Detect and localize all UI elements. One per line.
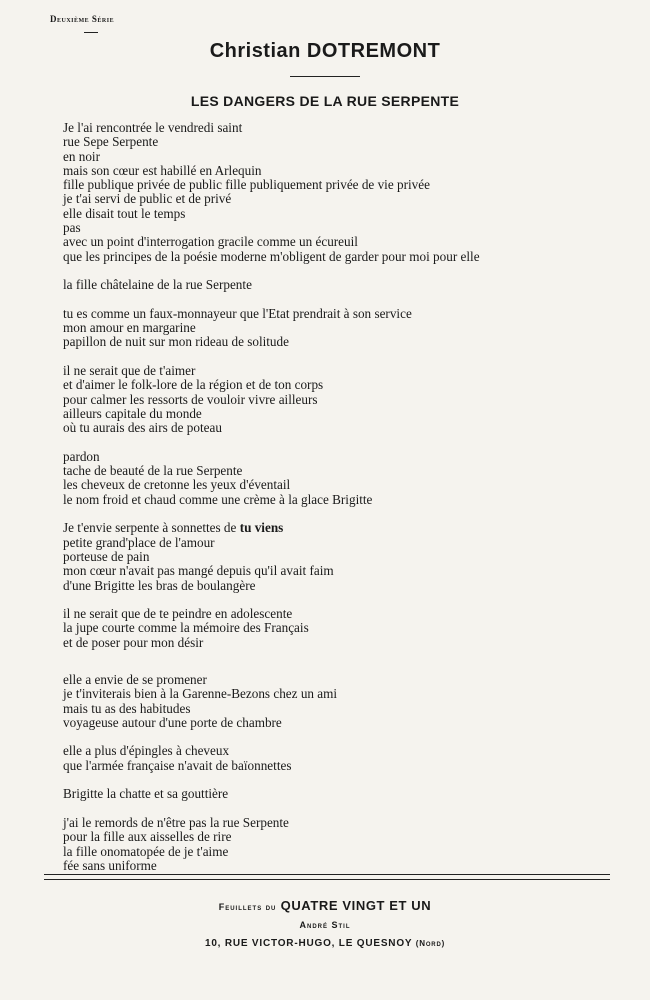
poem-line: il ne serait que de te peindre en adolescente — [63, 606, 293, 622]
author-divider — [290, 76, 360, 77]
poem-body — [63, 121, 623, 887]
poem-line: Je l'ai rencontrée le vendredi saint — [63, 120, 243, 135]
poem-line: porteuse de pain — [63, 548, 150, 564]
poem-line: où tu aurais des airs de poteau — [63, 420, 222, 436]
poem-line: elle disait tout le temps — [63, 205, 186, 221]
poem-line: la jupe courte comme la mémoire des Français — [63, 620, 309, 636]
poem-line: j'ai le remords de n'être pas la rue Serpente — [63, 814, 289, 830]
footer-divider-top — [44, 874, 610, 875]
poem-line: tache de beauté de la rue Serpente — [63, 463, 243, 479]
poem-line: avec un point d'interrogation gracile comme un écureuil — [63, 234, 358, 250]
editor-name: André Stil — [299, 920, 351, 930]
poem-line: voyageuse autour d'une porte de chambre — [63, 714, 282, 730]
poem-line: elle a envie de se promener — [63, 671, 207, 687]
poem-line: il ne serait que de t'aimer — [63, 363, 196, 379]
poem-line: pas — [63, 220, 81, 236]
poem-line: pour la fille aux aisselles de rire — [63, 829, 232, 845]
poem-line: d'une Brigitte les bras de boulangère — [63, 577, 256, 593]
poem-line: pour calmer les ressorts de vouloir vivre ailleurs — [63, 391, 318, 407]
poem-line: tu es comme un faux-monnayeur que l'Etat prendrait à son service — [63, 305, 412, 321]
stanza-11 — [63, 816, 623, 873]
publication-name: QUATRE VINGT ET UN — [280, 898, 432, 913]
poem-line: elle a plus d'épingles à cheveux — [63, 743, 230, 759]
address-region: (Nord) — [415, 939, 446, 948]
address-line — [0, 938, 650, 949]
poem-line: mais tu as des habitudes — [63, 700, 191, 716]
poem-line: pardon — [63, 448, 100, 464]
poem-line: mais son cœur est habillé en Arlequin — [63, 162, 262, 178]
poem-line: la fille châtelaine de la rue Serpente — [63, 277, 252, 293]
poem-line: que l'armée française n'avait de baïonnettes — [63, 757, 292, 773]
stanza-9 — [63, 744, 623, 773]
poem-line: petite grand'place de l'amour — [63, 534, 215, 550]
series-divider — [84, 32, 98, 33]
poem-line: et de poser pour mon désir — [63, 634, 204, 650]
poem-line: fille publique privée de public fille publiquement privée de vie privée — [63, 177, 430, 193]
stanza-2 — [63, 278, 623, 292]
poem-line: rue Sepe Serpente — [63, 134, 159, 150]
bold-phrase: tu viens — [239, 520, 284, 536]
poem-line: le nom froid et chaud comme une crème à la glace Brigitte — [63, 491, 373, 507]
stanza-6 — [63, 521, 623, 592]
poem-line: en noir — [63, 148, 100, 164]
poem-line: que les principes de la poésie moderne m'obligent de garder pour moi pour elle — [63, 248, 480, 264]
poem-line: la fille onomatopée de je t'aime — [63, 843, 229, 859]
poem-line: et d'aimer le folk-lore de la région et de ton corps — [63, 377, 324, 393]
stanza-10 — [63, 787, 623, 801]
poem-line — [63, 521, 623, 535]
poem-line: les cheveux de cretonne les yeux d'éventail — [63, 477, 291, 493]
stanza-5 — [63, 450, 623, 507]
poem-line: je t'ai servi de public et de privé — [63, 191, 232, 207]
poem-line-text: Je t'envie serpente à sonnettes de — [63, 520, 240, 536]
series-label: Deuxième Série — [50, 14, 115, 24]
poem-line: fée sans uniforme — [63, 857, 157, 873]
stanza-4 — [63, 364, 623, 435]
stanza-8 — [63, 673, 623, 730]
publication-prefix: Feuillets du — [218, 902, 277, 912]
poem-title: LES DANGERS DE LA RUE SERPENTE — [190, 93, 460, 109]
footer-divider-bottom — [44, 879, 610, 880]
street-address: 10, RUE VICTOR-HUGO, LE QUESNOY — [204, 938, 413, 949]
poem-line: je t'inviterais bien à la Garenne-Bezons chez un ami — [63, 686, 338, 702]
stanza-3 — [63, 307, 623, 350]
author-name: Christian DOTREMONT — [209, 40, 441, 62]
stanza-1 — [63, 121, 623, 264]
poem-line: papillon de nuit sur mon rideau de solitude — [63, 334, 289, 350]
poem-line: mon amour en margarine — [63, 320, 196, 336]
poem-line: mon cœur n'avait pas mangé depuis qu'il avait faim — [63, 563, 334, 579]
publication-line — [0, 898, 650, 913]
poem-line: ailleurs capitale du monde — [63, 405, 202, 421]
stanza-7 — [63, 607, 623, 650]
poem-line: Brigitte la chatte et sa gouttière — [63, 786, 229, 802]
